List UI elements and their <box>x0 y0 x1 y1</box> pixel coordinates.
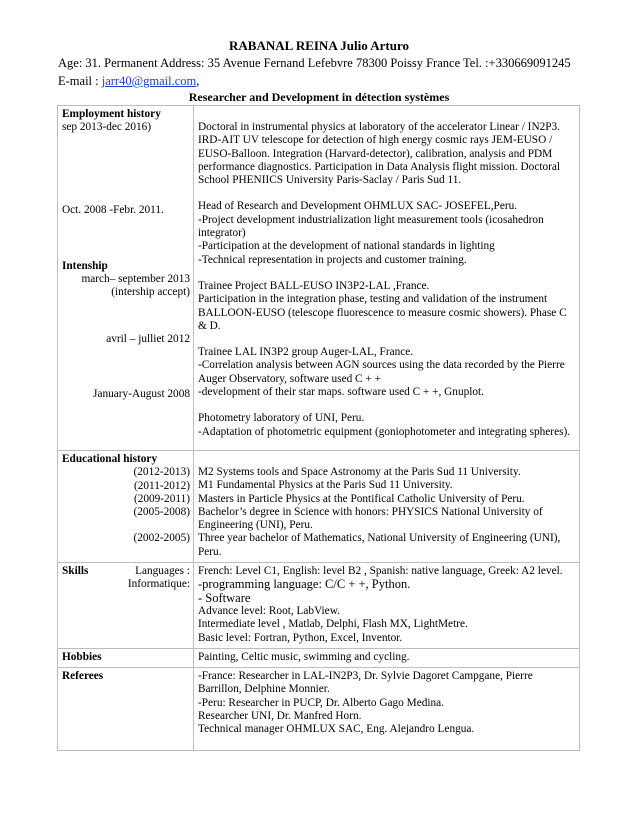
hobbies-text: Painting, Celtic music, swimming and cycling. <box>198 650 410 663</box>
skills-heading-line <box>62 565 190 578</box>
email-line <box>58 74 199 89</box>
referee-line: Technical manager OHMLUX SAC, Eng. Alejandro Lengua. <box>198 723 475 736</box>
experience-content-cell <box>194 106 580 451</box>
personal-info-line: Age: 31. Permanent Address: 35 Avenue Fernand Lefebvre 78300 Poissy France Tel. :+330669091245 <box>58 56 571 70</box>
hobbies-row <box>58 648 580 667</box>
cv-table <box>57 105 580 751</box>
employment-date-1: sep 2013-dec 2016) <box>62 121 152 134</box>
education-line: Bachelor’s degree in Science with honors: PHYSICS National University of <box>198 505 543 518</box>
experience-row <box>58 106 580 451</box>
education-years-3: (2009-2011) <box>133 492 190 505</box>
education-years-4: (2005-2008) <box>133 506 190 519</box>
hobbies-content-cell <box>194 648 580 667</box>
referees-row <box>58 668 580 750</box>
entry-line: Head of Research and Development OHMLUX SAC- JOSEFEL,Peru. <box>198 200 518 213</box>
entry-line: -development of their star maps. software used C + +, Gnuplot. <box>198 386 485 399</box>
entry-line: Trainee LAL IN3P2 group Auger-LAL, France. <box>198 346 414 359</box>
entry-line: -Project development industrialization light measurement tools (icosahedron <box>198 213 544 226</box>
entry-line: Participation in the integration phase, testing and validation of the instrument <box>198 293 548 306</box>
referee-line: -France: Researcher in LAL-IN2P3, Dr. Sylvie Dagoret Campgane, Pierre <box>198 670 533 683</box>
cv-role-title: Researcher and Development in détection systèmes <box>188 90 450 104</box>
languages-label: Languages : <box>135 565 190 578</box>
entry-line: -Correlation analysis between AGN sources using the data recorded by the Pierre <box>198 359 565 372</box>
software-line: Basic level: Fortran, Python, Excel, Inventor. <box>198 631 403 644</box>
internship-heading: Intenship <box>62 259 108 272</box>
skills-content-cell <box>194 563 580 649</box>
entry-line: IRD-AIT UV telescope for detection of high energy cosmic rays JEM-EUSO / <box>198 134 553 147</box>
software-line: Advance level: Root, LabView. <box>198 604 340 617</box>
languages-text: French: Level C1, English: level B2 , Spanish: native language, Greek: A2 level. <box>198 565 563 578</box>
referee-line: Barrillon, Delphine Monnier. <box>198 683 330 696</box>
referee-line: Researcher UNI, Dr. Manfred Horn. <box>198 709 362 722</box>
entry-line: Trainee Project BALL-EUSO IN3P2-LAL ,France. <box>198 279 430 292</box>
employment-heading: Employment history <box>62 108 161 120</box>
education-line: M2 Systems tools and Space Astronomy at the Paris Sud 11 University. <box>198 465 521 478</box>
entry-line: integrator) <box>198 227 246 240</box>
skills-heading: Skills <box>62 565 89 578</box>
internship-date-3: January-August 2008 <box>93 388 190 401</box>
cv-name: RABANAL REINA Julio Arturo <box>229 38 409 53</box>
entry-line: BALLOON-EUSO (telescope fluorescence to measure cosmic showers). Phase C <box>198 306 567 319</box>
entry-line: Auger Observatory, software used C + + <box>198 372 381 385</box>
education-years-5: (2002-2005) <box>133 532 190 545</box>
email-suffix: , <box>196 74 200 88</box>
entry-line: EUSO-Balloon. Integration (Harvard-detector), calibration, analysis and PDM <box>198 147 553 160</box>
employment-entry-1 <box>198 121 576 187</box>
entry-line: -Adaptation of photometric equipment (goniophotometer and integrating spheres). <box>198 425 571 438</box>
entry-line: Doctoral in instrumental physics at laboratory of the accelerator Linear / IN2P3. <box>198 121 561 133</box>
referees-label-cell <box>58 668 194 750</box>
education-line: Peru. <box>198 545 222 558</box>
entry-line: & D. <box>198 319 221 332</box>
skills-row <box>58 563 580 649</box>
hobbies-label-cell <box>58 648 194 667</box>
entry-line: -Participation at the development of national standards in lighting <box>198 240 495 253</box>
skills-label-cell <box>58 563 194 649</box>
internship-date-1: march– september 2013 <box>81 273 190 286</box>
education-heading: Educational history <box>62 452 158 465</box>
referees-heading: Referees <box>62 670 104 683</box>
hobbies-heading: Hobbies <box>62 650 102 663</box>
email-link[interactable]: jarr40@gmail.com <box>101 74 197 88</box>
education-row <box>58 450 580 562</box>
education-years-1: (2012-2013) <box>133 466 190 479</box>
software-heading: - Software <box>198 590 251 605</box>
internship-entry-3 <box>198 412 576 439</box>
informatique-label: Informatique: <box>127 578 190 591</box>
internship-date-1b: (intership accept) <box>111 286 190 299</box>
employment-date-2: Oct. 2008 -Febr. 2011. <box>62 203 164 216</box>
referees-content-cell <box>194 668 580 750</box>
entry-line: School PHENIICS University Paris-Saclay / Paris Sud 11. <box>198 174 462 187</box>
education-years-2: (2011-2012) <box>133 479 190 492</box>
software-line: Intermediate level , Matlab, Delphi, Flash MX, LightMetre. <box>198 618 468 631</box>
entry-line: -Technical representation in projects and customer training. <box>198 253 467 266</box>
employment-entry-2 <box>198 200 576 266</box>
programming-text: -programming language: C/C + +, Python. <box>198 577 411 592</box>
referee-line: -Peru: Researcher in PUCP, Dr. Alberto Gago Medina. <box>198 696 444 709</box>
education-line: Three year bachelor of Mathematics, National University of Engineering (UNI), <box>198 532 561 545</box>
internship-date-2: avril – julliet 2012 <box>106 332 190 345</box>
education-label-cell <box>58 450 194 562</box>
internship-entry-1 <box>198 280 576 333</box>
education-line: Engineering (UNI), Peru. <box>198 519 313 532</box>
internship-entry-2 <box>198 346 576 399</box>
education-content-cell <box>194 450 580 562</box>
education-line: M1 Fundamental Physics at the Paris Sud 11 University. <box>198 479 453 492</box>
experience-label-cell <box>58 106 194 451</box>
email-label: E-mail : <box>58 74 102 88</box>
education-line: Masters in Particle Physics at the Pontifical Catholic University of Peru. <box>198 492 525 505</box>
entry-line: performance diagnostics. Participation in Data Analysis flight mission. Doctoral <box>198 160 561 173</box>
entry-line: Photometry laboratory of UNI, Peru. <box>198 412 365 425</box>
